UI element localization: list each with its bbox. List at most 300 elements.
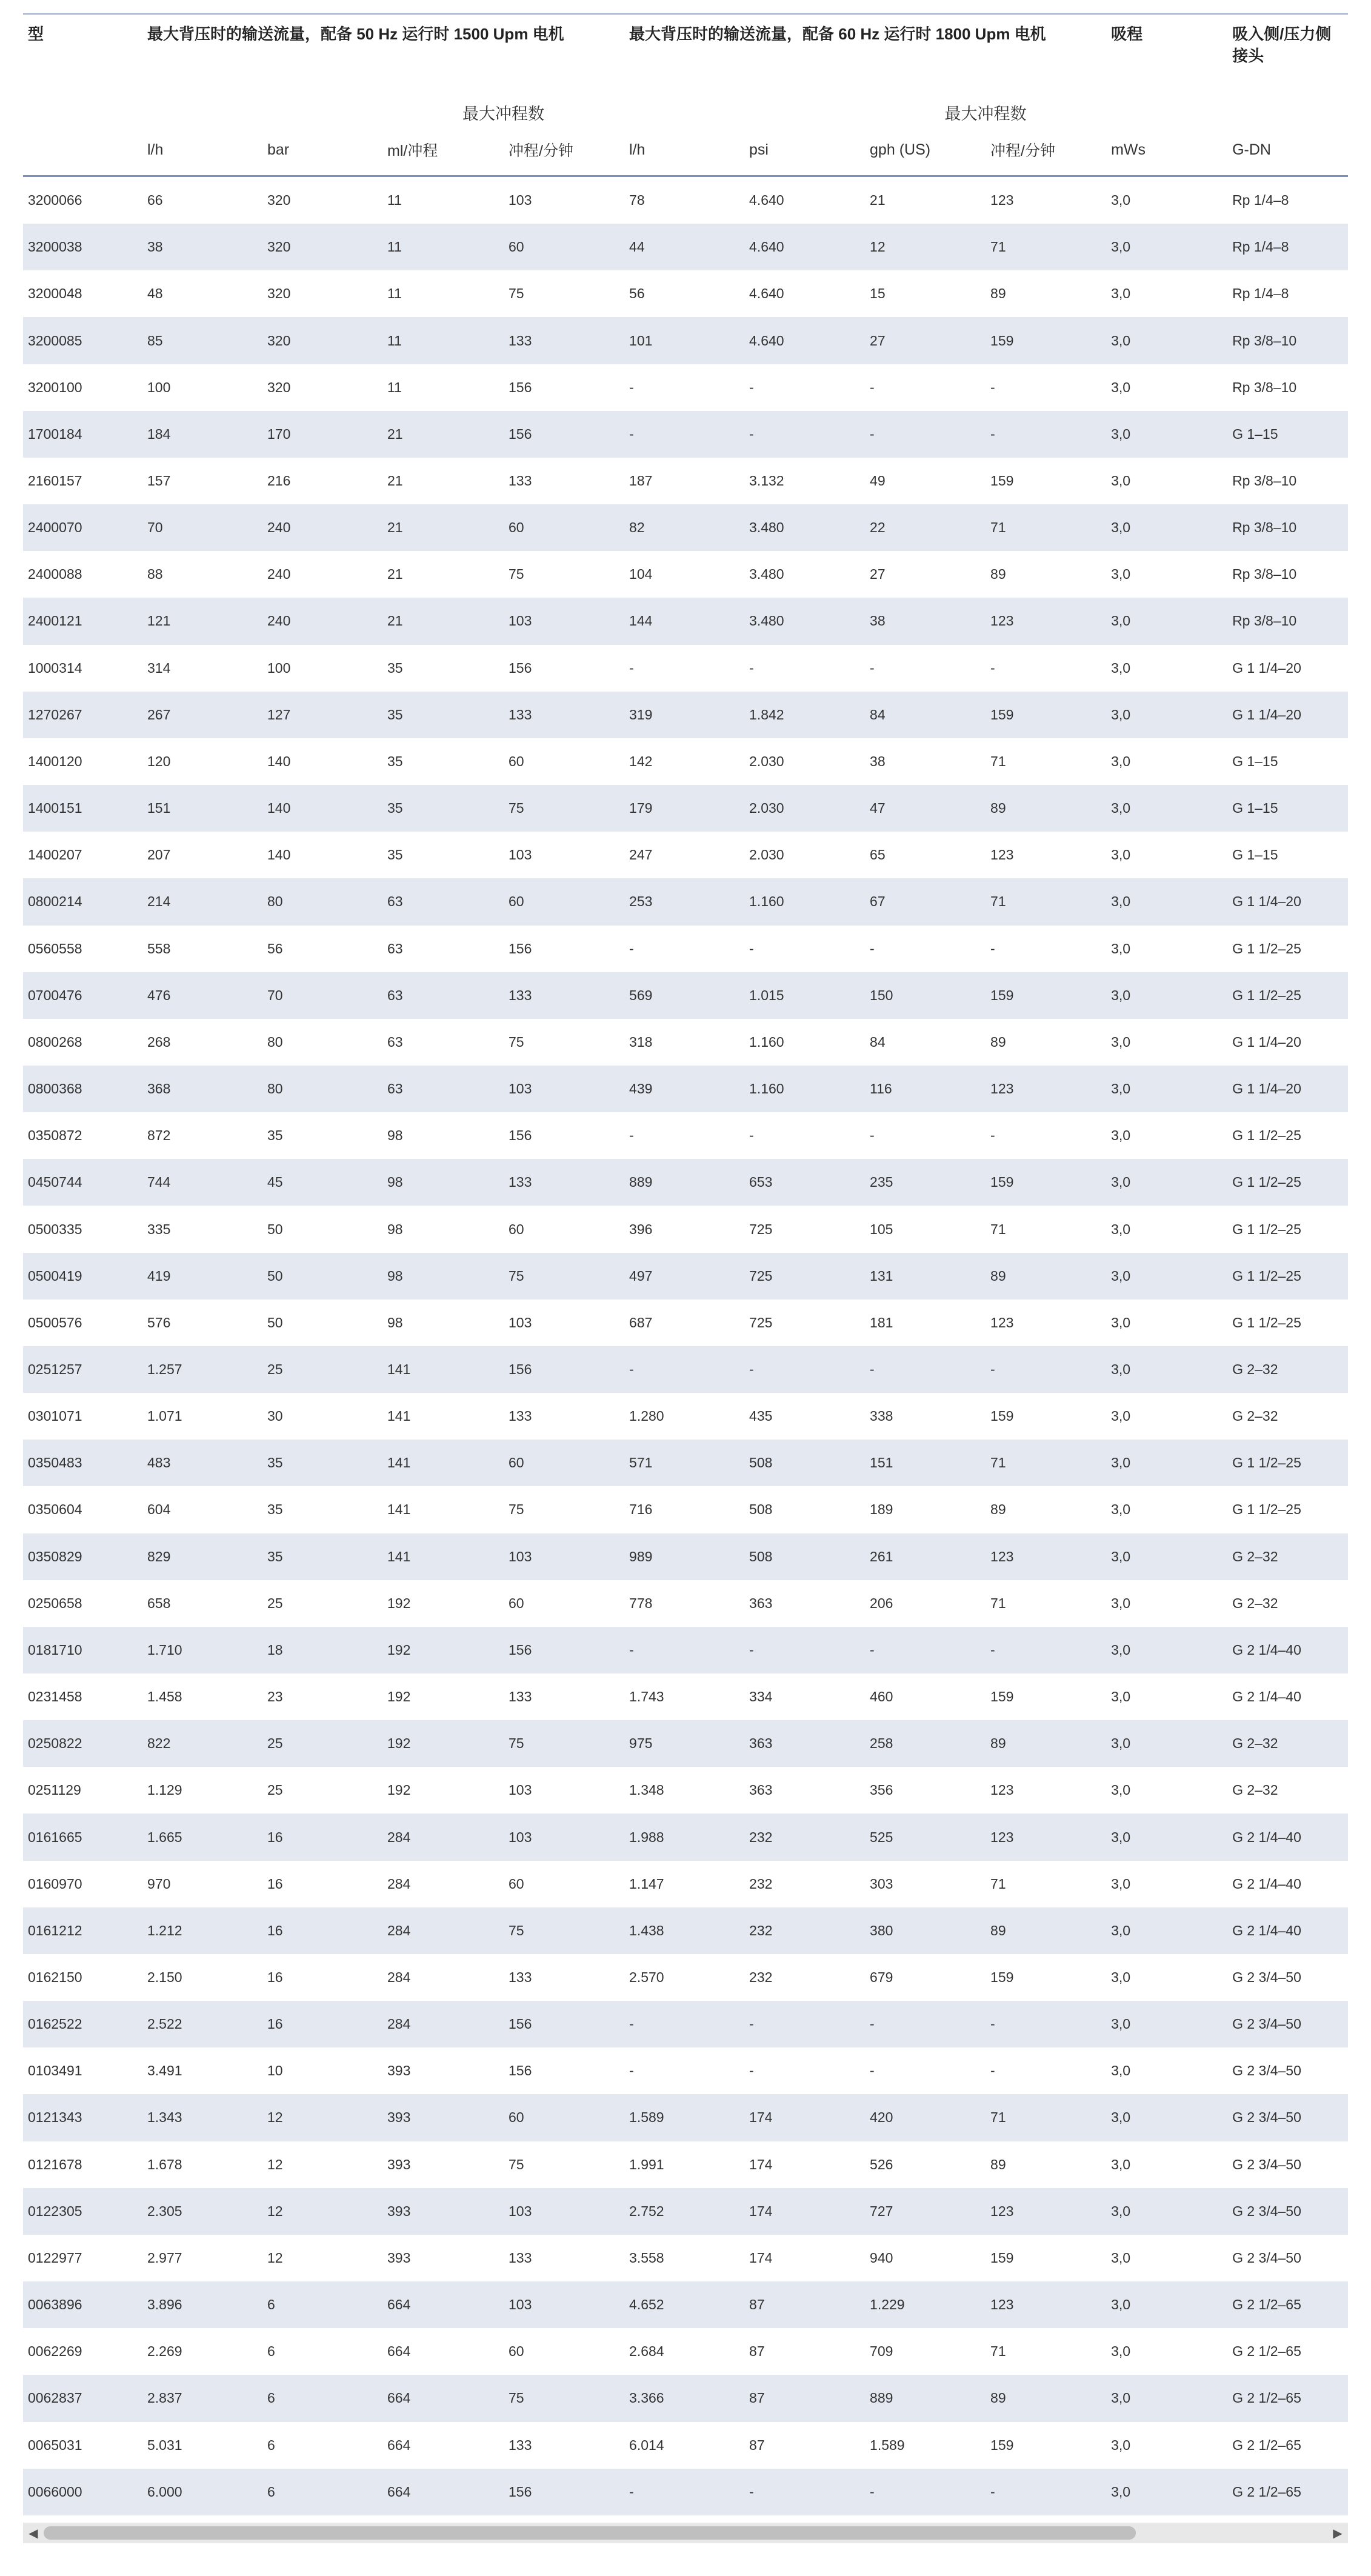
cell-strokes-min-50: 133 [504,1159,624,1206]
cell-ml-per-stroke: 11 [382,224,504,270]
cell-flow-lh-50: 1.343 [142,2094,262,2141]
cell-pressure-bar: 35 [267,1127,283,1144]
cell-pressure-psi: 1.160 [744,878,865,925]
cell-type: 1400207 [28,847,82,863]
cell-pressure-psi: 4.640 [744,317,865,364]
cell-strokes-min-50: 60 [504,878,624,925]
header-group-50hz: 最大背压时的输送流量，配备 50 Hz 运行时 1500 Upm 电机 [142,14,624,101]
cell-strokes-min-60: 71 [986,2094,1106,2141]
cell-strokes-min-50: 75 [504,1253,624,1300]
cell-stroke-length: 3,0 [1111,1501,1131,1518]
cell-strokes-min-50: 75 [504,1907,624,1954]
cell-strokes-min-60: 159 [986,1159,1106,1206]
cell-flow-lh-60: - [624,1346,744,1393]
cell-connection: G 2 1/2–65 [1227,2469,1348,2515]
cell-flow-lh-50: 85 [142,317,262,364]
cell-ml-per-stroke: 98 [387,1314,403,1330]
cell-strokes-min-60: 159 [986,972,1106,1019]
table-row [23,598,1348,644]
cell-type: 0161212 [23,1907,142,1954]
cell-ml-per-stroke: 284 [382,1907,504,1954]
cell-flow-lh-50: 3.491 [147,2063,182,2079]
cell-flow-lh-50: 207 [147,847,171,863]
cell-flow-lh-60: 1.743 [629,1689,664,1705]
cell-strokes-min-60: 89 [990,1501,1006,1518]
cell-strokes-min-50: 60 [509,1875,524,1892]
cell-pressure-psi: 4.640 [749,285,784,302]
cell-stroke-length: 3,0 [1106,2375,1227,2421]
cell-flow-lh-60: 82 [624,504,744,551]
cell-strokes-min-50: 103 [504,1066,624,1112]
cell-flow-gph: 356 [870,1782,893,1798]
cell-pressure-psi: - [744,2001,865,2047]
cell-ml-per-stroke: 664 [382,2281,504,2328]
cell-pressure-bar: 100 [267,659,291,676]
cell-pressure-bar: 12 [262,2188,382,2235]
cell-ml-per-stroke: 141 [382,1533,504,1580]
cell-strokes-min-60: 123 [990,1314,1014,1330]
cell-pressure-psi: 87 [749,2437,765,2453]
table-row [23,2001,1348,2047]
cell-stroke-length: 3,0 [1111,1689,1131,1705]
cell-flow-lh-60: 142 [629,753,653,769]
cell-flow-lh-60: 716 [629,1501,653,1518]
cell-connection: G 2 1/2–65 [1232,2437,1301,2453]
cell-type: 0350872 [28,1127,82,1144]
cell-flow-lh-50: 2.837 [142,2375,262,2421]
cell-ml-per-stroke: 192 [382,1720,504,1767]
unit-gph-us: gph (US) [865,124,986,176]
cell-flow-lh-50: 6.000 [142,2469,262,2515]
cell-type: 0800368 [23,1066,142,1112]
table-row [23,785,1348,832]
cell-stroke-length: 3,0 [1106,692,1227,738]
cell-connection: G 2 3/4–50 [1232,2249,1301,2266]
cell-flow-lh-50: 70 [142,504,262,551]
cell-pressure-bar: 35 [262,1440,382,1486]
cell-flow-lh-60: 2.684 [629,2343,664,2360]
table-row [23,176,1348,224]
cell-ml-per-stroke: 98 [387,1127,403,1144]
cell-type: 0350483 [23,1440,142,1486]
cell-flow-lh-60: 56 [629,285,645,302]
cell-connection: Rp 3/8–10 [1227,317,1348,364]
cell-flow-gph: 420 [865,2094,986,2141]
cell-ml-per-stroke: 63 [387,1033,403,1050]
cell-pressure-bar: 16 [267,1969,283,1986]
cell-flow-gph: 181 [870,1314,893,1330]
cell-connection: Rp 3/8–10 [1227,598,1348,644]
table-row [23,1066,1348,1112]
cell-ml-per-stroke: 35 [387,659,403,676]
cell-stroke-length: 3,0 [1111,2343,1131,2360]
cell-pressure-bar: 6 [262,2281,382,2328]
cell-stroke-length: 3,0 [1106,1627,1227,1673]
cell-ml-per-stroke: 11 [382,317,504,364]
header-spacer [744,101,865,124]
cell-ml-per-stroke: 141 [387,1501,411,1518]
cell-flow-lh-60: 569 [624,972,744,1019]
cell-flow-gph: 38 [865,598,986,644]
cell-strokes-min-50: 103 [509,1314,532,1330]
cell-flow-gph: - [865,1627,986,1673]
cell-strokes-min-50: 75 [509,1033,524,1050]
cell-pressure-bar: 23 [267,1689,283,1705]
cell-flow-lh-60: - [624,411,744,458]
cell-stroke-length: 3,0 [1111,2063,1131,2079]
cell-flow-lh-60: 101 [624,317,744,364]
cell-flow-lh-60: 3.366 [624,2375,744,2421]
cell-pressure-psi: - [749,2063,754,2079]
cell-strokes-min-50: 156 [504,1627,624,1673]
unit-strokes-min-50: 冲程/分钟 [504,124,624,176]
cell-connection: G 2 3/4–50 [1227,2001,1348,2047]
header-spacer [624,101,744,124]
cell-flow-lh-60: 4.652 [624,2281,744,2328]
scroll-left-arrow-icon[interactable]: ◀ [28,2526,38,2540]
cell-strokes-min-60: 89 [986,1253,1106,1300]
cell-strokes-min-60: - [986,1627,1106,1673]
cell-flow-gph: 258 [865,1720,986,1767]
cell-strokes-min-50: 156 [509,659,532,676]
cell-connection: G 2 1/4–40 [1227,1907,1348,1954]
cell-pressure-bar: 18 [262,1627,382,1673]
cell-strokes-min-60: 71 [990,1221,1006,1237]
cell-strokes-min-60: - [990,940,995,956]
cell-connection: G 1 1/2–25 [1232,1127,1301,1144]
cell-connection: Rp 1/4–8 [1227,224,1348,270]
cell-connection: G 2 3/4–50 [1227,2094,1348,2141]
cell-connection: Rp 1/4–8 [1232,192,1289,209]
table-row [23,551,1348,598]
cell-strokes-min-60: 123 [990,847,1014,863]
table-row [23,1159,1348,1206]
cell-ml-per-stroke: 664 [382,2375,504,2421]
cell-ml-per-stroke: 11 [387,192,402,209]
cell-stroke-length: 3,0 [1111,2437,1131,2453]
pump-spec-table [23,13,1348,2515]
cell-connection: Rp 3/8–10 [1232,379,1297,395]
table-row [23,317,1348,364]
cell-strokes-min-60: 123 [990,1782,1014,1798]
table-row [23,1486,1348,1533]
table-row [23,504,1348,551]
cell-flow-gph: - [870,379,875,395]
cell-flow-gph: 380 [865,1907,986,1954]
cell-type: 2160157 [28,473,82,489]
cell-type: 0122977 [28,2249,82,2266]
unit-lh-50: l/h [142,124,262,176]
cell-pressure-psi: - [744,2469,865,2515]
cell-flow-lh-50: 829 [142,1533,262,1580]
cell-pressure-psi: 363 [744,1720,865,1767]
cell-flow-lh-50: 214 [142,878,262,925]
cell-flow-gph: 84 [865,692,986,738]
cell-stroke-length: 3,0 [1111,753,1131,769]
cell-pressure-bar: 80 [262,878,382,925]
table-row [23,645,1348,692]
cell-flow-gph: 67 [865,878,986,925]
cell-flow-lh-50: 88 [147,566,163,582]
cell-type: 0160970 [28,1875,82,1892]
cell-flow-gph: 460 [870,1689,893,1705]
table-row [23,2328,1348,2375]
cell-flow-lh-60: - [624,2469,744,2515]
cell-pressure-bar: 70 [262,972,382,1019]
cell-pressure-psi: 87 [749,2343,765,2360]
cell-pressure-psi: - [749,940,754,956]
cell-connection: G 1 1/2–25 [1227,1253,1348,1300]
cell-flow-lh-60: 396 [629,1221,653,1237]
cell-flow-lh-60: 179 [624,785,744,832]
unit-lh-60: l/h [624,124,744,176]
cell-type: 3200085 [23,317,142,364]
cell-strokes-min-50: 133 [509,1969,532,1986]
cell-type: 3200100 [28,379,82,395]
cell-connection: G 2 1/2–65 [1227,2281,1348,2328]
cell-pressure-bar: 80 [267,1033,283,1050]
cell-stroke-length: 3,0 [1106,504,1227,551]
cell-type: 0162522 [23,2001,142,2047]
cell-flow-lh-50: 476 [142,972,262,1019]
cell-strokes-min-60: 159 [990,2249,1014,2266]
cell-pressure-bar: 240 [262,504,382,551]
cell-stroke-length: 3,0 [1111,379,1131,395]
cell-strokes-min-60: 89 [986,1907,1106,1954]
cell-pressure-psi: 232 [744,1814,865,1860]
table-header [23,14,1348,176]
cell-flow-lh-60: 1.991 [629,2156,664,2172]
cell-connection: G 1 1/2–25 [1232,1221,1301,1237]
cell-stroke-length: 3,0 [1111,659,1131,676]
cell-strokes-min-50: 156 [504,2469,624,2515]
cell-pressure-bar: 6 [267,2343,275,2360]
cell-stroke-length: 3,0 [1106,2281,1227,2328]
cell-strokes-min-50: 133 [509,2249,532,2266]
cell-strokes-min-60: 123 [986,2281,1106,2328]
cell-flow-lh-50: 558 [147,940,171,956]
cell-pressure-psi: 174 [744,2094,865,2141]
cell-strokes-min-60: 89 [990,2156,1006,2172]
cell-strokes-min-60: 159 [986,692,1106,738]
cell-type: 0700476 [23,972,142,1019]
cell-pressure-bar: 25 [267,1782,283,1798]
cell-stroke-length: 3,0 [1111,473,1131,489]
cell-pressure-bar: 25 [267,1595,283,1611]
cell-flow-lh-60: 1.348 [629,1782,664,1798]
cell-stroke-length: 3,0 [1111,192,1131,209]
cell-connection: G 2 1/4–40 [1227,1627,1348,1673]
cell-stroke-length: 3,0 [1111,1875,1131,1892]
cell-stroke-length: 3,0 [1111,1127,1131,1144]
header-stroke-length: 吸程 [1106,14,1227,101]
cell-ml-per-stroke: 63 [382,1066,504,1112]
cell-pressure-psi: 725 [744,1253,865,1300]
cell-strokes-min-50: 103 [504,598,624,644]
cell-pressure-bar: 140 [267,847,291,863]
cell-ml-per-stroke: 393 [387,2063,411,2079]
cell-pressure-bar: 50 [267,1314,283,1330]
cell-flow-gph: 22 [865,504,986,551]
cell-flow-lh-50: 314 [147,659,171,676]
cell-connection: G 1 1/2–25 [1227,1440,1348,1486]
cell-connection: G 2–32 [1232,1595,1278,1611]
cell-pressure-psi: 435 [749,1408,773,1424]
cell-pressure-bar: 56 [267,940,283,956]
cell-strokes-min-60: 159 [990,1408,1014,1424]
cell-flow-lh-60: 2.570 [629,1969,664,1986]
cell-flow-lh-60: 975 [624,1720,744,1767]
horizontal-scrollbar[interactable] [23,2523,1348,2543]
cell-flow-gph: 21 [870,192,886,209]
scrollbar-thumb[interactable] [44,2526,1136,2540]
cell-connection: G 2 1/4–40 [1232,1875,1301,1892]
cell-flow-lh-60: 104 [629,566,653,582]
cell-stroke-length: 3,0 [1106,2469,1227,2515]
cell-pressure-psi: 174 [749,2156,773,2172]
cell-stroke-length: 3,0 [1106,411,1227,458]
cell-strokes-min-60: 71 [990,1595,1006,1611]
cell-connection: G 1–15 [1227,411,1348,458]
cell-pressure-bar: 50 [267,1221,283,1237]
cell-pressure-psi: - [749,659,754,676]
cell-strokes-min-60: - [986,411,1106,458]
cell-type: 1000314 [28,659,82,676]
cell-pressure-bar: 6 [267,2437,275,2453]
cell-type: 1700184 [23,411,142,458]
cell-strokes-min-60: - [990,659,995,676]
cell-flow-gph: 105 [870,1221,893,1237]
cell-pressure-bar: 140 [267,753,291,769]
cell-flow-lh-60: 1.280 [629,1408,664,1424]
cell-type: 0066000 [23,2469,142,2515]
table-row [23,1861,1348,1907]
cell-strokes-min-50: 133 [504,692,624,738]
table-row [23,2375,1348,2421]
cell-flow-gph: 889 [865,2375,986,2421]
cell-type: 0500419 [23,1253,142,1300]
cell-strokes-min-50: 75 [509,566,524,582]
cell-flow-lh-50: 120 [147,753,171,769]
cell-connection: G 1 1/2–25 [1232,940,1301,956]
cell-connection: G 2 1/2–65 [1227,2375,1348,2421]
table-row [23,224,1348,270]
cell-stroke-length: 3,0 [1111,285,1131,302]
cell-type: 0500335 [28,1221,82,1237]
cell-flow-lh-60: 497 [624,1253,744,1300]
cell-pressure-psi: 3.480 [744,504,865,551]
cell-pressure-bar: 6 [262,2375,382,2421]
cell-ml-per-stroke: 63 [387,940,403,956]
cell-pressure-bar: 45 [262,1159,382,1206]
cell-strokes-min-60: 159 [990,473,1014,489]
cell-strokes-min-60: - [990,379,995,395]
cell-flow-lh-60: 78 [629,192,645,209]
cell-pressure-psi: - [744,411,865,458]
cell-pressure-psi: 363 [749,1595,773,1611]
cell-ml-per-stroke: 192 [387,1782,411,1798]
header-spacer [262,101,382,124]
cell-flow-gph: 151 [865,1440,986,1486]
cell-flow-gph: 525 [865,1814,986,1860]
cell-type: 0250822 [23,1720,142,1767]
cell-strokes-min-50: 60 [509,1595,524,1611]
cell-ml-per-stroke: 21 [387,473,403,489]
cell-strokes-min-50: 103 [504,2188,624,2235]
cell-strokes-min-50: 103 [504,2281,624,2328]
cell-connection: G 1 1/2–25 [1232,1314,1301,1330]
cell-type: 0121343 [23,2094,142,2141]
cell-pressure-bar: 12 [267,2156,283,2172]
cell-stroke-length: 3,0 [1106,1814,1227,1860]
cell-flow-lh-50: 5.031 [147,2437,182,2453]
table-row [23,364,1348,411]
cell-pressure-bar: 10 [267,2063,283,2079]
cell-connection: G 2 1/2–65 [1232,2343,1301,2360]
cell-strokes-min-50: 156 [504,1346,624,1393]
cell-flow-gph: 206 [870,1595,893,1611]
cell-pressure-bar: 35 [262,1533,382,1580]
cell-flow-lh-60: 687 [629,1314,653,1330]
cell-flow-lh-60: - [629,2063,634,2079]
cell-flow-gph: 150 [865,972,986,1019]
table-row [23,2422,1348,2469]
cell-pressure-psi: 232 [749,1969,773,1986]
cell-strokes-min-50: 133 [504,317,624,364]
cell-strokes-min-60: 71 [990,2343,1006,2360]
header-spacer [23,101,142,124]
cell-flow-lh-50: 2.977 [147,2249,182,2266]
cell-pressure-bar: 16 [267,1875,283,1892]
cell-stroke-length: 3,0 [1111,1314,1131,1330]
cell-ml-per-stroke: 393 [387,2156,411,2172]
cell-strokes-min-50: 103 [509,192,532,209]
cell-flow-gph: 38 [870,753,886,769]
table-row [23,2094,1348,2141]
cell-flow-gph: 1.589 [870,2437,905,2453]
cell-ml-per-stroke: 141 [382,1346,504,1393]
cell-pressure-psi: - [749,379,754,395]
table-row [23,878,1348,925]
cell-flow-lh-50: 1.257 [142,1346,262,1393]
cell-flow-lh-50: 2.150 [147,1969,182,1986]
cell-type: 0800214 [23,878,142,925]
cell-pressure-bar: 216 [267,473,291,489]
cell-pressure-psi: 2.030 [744,785,865,832]
cell-connection: G 2 1/4–40 [1227,1814,1348,1860]
cell-flow-lh-50: 1.071 [147,1408,182,1424]
scroll-right-arrow-icon[interactable]: ▶ [1333,2526,1343,2540]
header-spacer [1106,101,1227,124]
cell-connection: Rp 1/4–8 [1232,285,1289,302]
cell-ml-per-stroke: 11 [387,285,402,302]
cell-ml-per-stroke: 284 [387,1875,411,1892]
table-row [23,1393,1348,1440]
cell-type: 3200048 [28,285,82,302]
cell-flow-gph: 47 [865,785,986,832]
cell-flow-lh-50: 419 [142,1253,262,1300]
cell-stroke-length: 3,0 [1111,847,1131,863]
cell-stroke-length: 3,0 [1106,1346,1227,1393]
cell-type: 0250658 [28,1595,82,1611]
cell-connection: G 1 1/2–25 [1227,972,1348,1019]
cell-pressure-psi: 1.160 [749,1033,784,1050]
cell-flow-lh-60: 571 [624,1440,744,1486]
cell-connection: G 2 3/4–50 [1232,2156,1301,2172]
table-row [23,1673,1348,1720]
cell-flow-lh-50: 822 [142,1720,262,1767]
table-row [23,2281,1348,2328]
